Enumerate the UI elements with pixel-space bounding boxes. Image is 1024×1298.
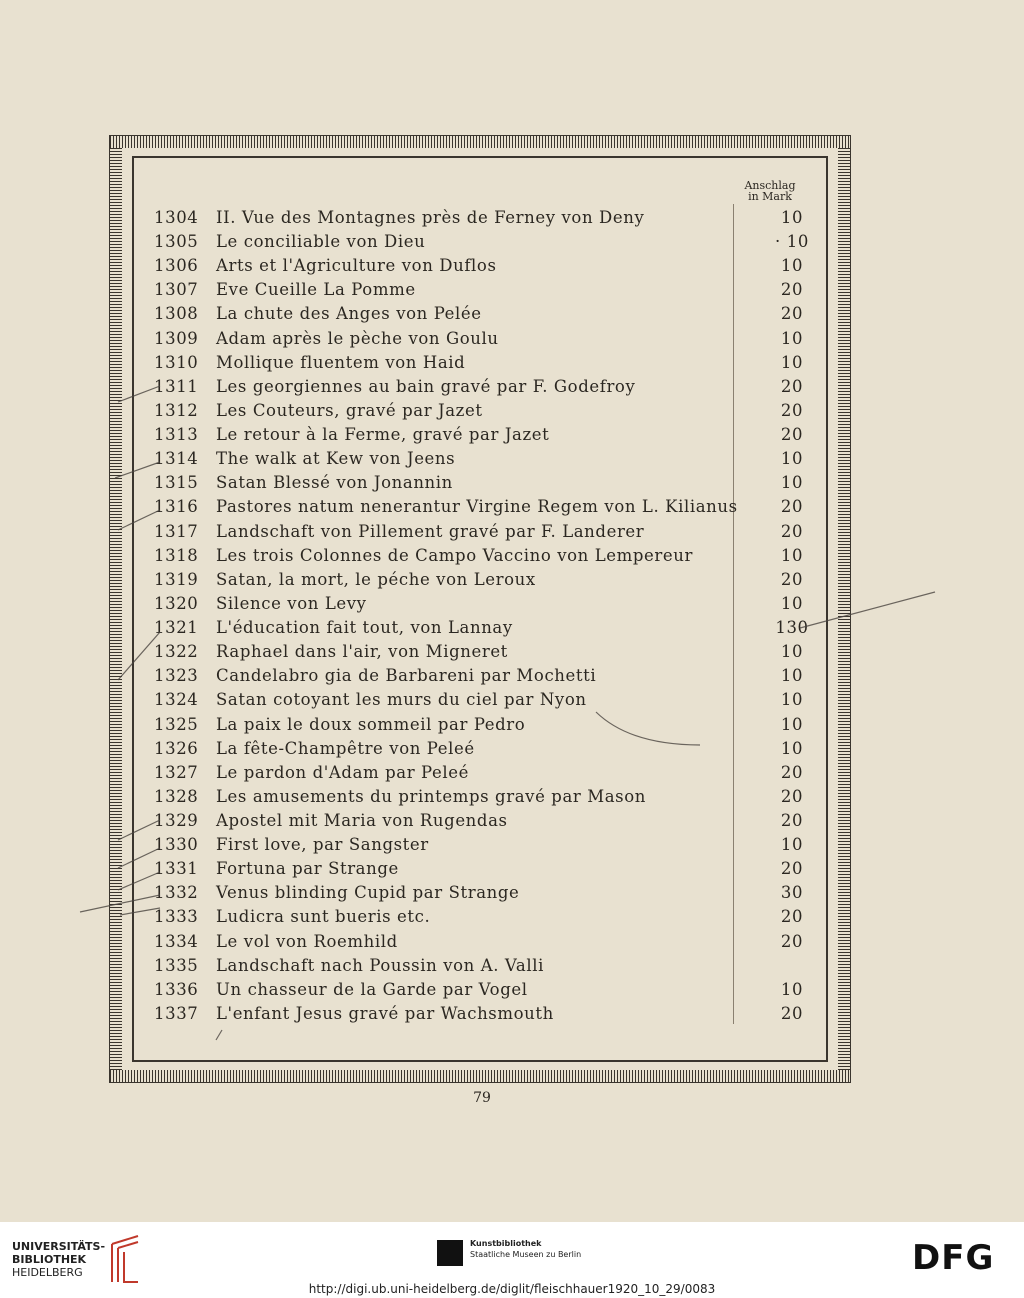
entry-title: Satan Blessé von Jonannin	[216, 473, 453, 493]
entry-price: 20	[780, 304, 804, 324]
entry-num: 1331	[154, 859, 199, 879]
entry-price: 20	[780, 425, 804, 445]
entry-price: 20	[780, 569, 804, 589]
entry-price: 10	[780, 714, 804, 734]
footer-bar	[0, 1222, 1024, 1298]
entry-num: 1333	[154, 907, 199, 927]
entry-price: 10	[780, 256, 804, 276]
entry-price: 130	[775, 618, 809, 638]
entry-title: Les Couteurs, gravé par Jazet	[216, 400, 483, 420]
entry-title: Adam après le pèche von Goulu	[216, 328, 499, 348]
entry-num: 1335	[154, 955, 199, 975]
entry-title: Silence von Levy	[216, 593, 367, 613]
entry-num: 1315	[154, 473, 199, 493]
entry-price: 10	[780, 835, 804, 855]
entry-title: Les georgiennes au bain gravé par F. Godefroy	[216, 376, 636, 396]
entry-title: The walk at Kew von Jeens	[216, 449, 456, 469]
entry-title: L'éducation fait tout, von Lannay	[216, 618, 513, 638]
entry-price: 20	[780, 521, 804, 541]
entry-price: · 10	[775, 232, 809, 252]
source-url[interactable]: http://digi.ub.uni-heidelberg.de/diglit/fleischhauer1920_10_29/0083	[308, 1282, 716, 1296]
entry-price: 10	[780, 545, 804, 565]
entry-num: 1322	[154, 642, 199, 662]
entry-num: 1309	[154, 328, 199, 348]
entry-num: 1323	[154, 666, 199, 686]
entry-title: Le vol von Roemhild	[216, 931, 398, 951]
entry-price: 20	[780, 280, 804, 300]
entry-num: 1305	[154, 232, 199, 252]
entry-num: 1327	[154, 762, 199, 782]
entry-title: Le retour à la Ferme, gravé par Jazet	[216, 425, 550, 445]
entry-title: Arts et l'Agriculture von Duflos	[216, 256, 497, 276]
entry-price: 20	[780, 376, 804, 396]
entry-num: 1328	[154, 786, 199, 806]
entry-title: La paix le doux sommeil par Pedro	[216, 714, 526, 734]
entry-num: 1313	[154, 425, 199, 445]
entry-num: 1336	[154, 979, 199, 999]
entry-title: Les trois Colonnes de Campo Vaccino von Lempereur	[216, 545, 693, 565]
entry-num: 1325	[154, 714, 199, 734]
entry-price: 20	[780, 786, 804, 806]
entry-num: 1308	[154, 304, 199, 324]
entry-price: 10	[780, 979, 804, 999]
page-number: 79	[473, 1090, 491, 1106]
entry-num: 1337	[154, 1003, 199, 1023]
entry-num: 1324	[154, 690, 199, 710]
entry-title: Candelabro gia de Barbareni par Mochetti	[216, 666, 597, 686]
entry-num: 1329	[154, 811, 199, 830]
entry-price: 10	[780, 208, 804, 227]
entry-title: Satan cotoyant les murs du ciel par Nyon	[216, 690, 587, 710]
entry-title: Le pardon d'Adam par Peleé	[216, 762, 469, 782]
entry-num: 1311	[154, 376, 199, 396]
entry-title: La chute des Anges von Pelée	[216, 304, 482, 324]
entry-title: Satan, la mort, le péche von Leroux	[216, 569, 536, 589]
entry-title: L'enfant Jesus gravé par Wachsmouth	[216, 1003, 554, 1023]
entry-num: 1314	[154, 449, 199, 469]
price-column-header: Anschlag in Mark	[744, 179, 796, 203]
entry-price: 20	[780, 931, 804, 951]
entry-num: 1332	[154, 883, 199, 903]
university-logo-icon	[104, 1234, 144, 1284]
entry-num: 1326	[154, 738, 199, 758]
entry-price: 20	[780, 811, 804, 830]
entry-price: 10	[780, 449, 804, 469]
kunstbibliothek-label: Kunstbibliothek Staatliche Museen zu Berlin	[470, 1239, 582, 1259]
dfg-logo: DFG	[912, 1238, 995, 1278]
kunstbibliothek-logo-icon	[437, 1240, 463, 1266]
entry-price: 20	[780, 859, 804, 879]
entry-num: 1320	[154, 593, 199, 613]
entry-price: 10	[780, 352, 804, 372]
entry-price: 20	[780, 907, 804, 927]
entry-num: 1310	[154, 352, 199, 372]
entry-num: 1304	[154, 208, 199, 227]
entry-title: Eve Cueille La Pomme	[216, 280, 416, 300]
entry-price: 20	[780, 400, 804, 420]
entry-num: 1307	[154, 280, 199, 300]
entry-title: Raphael dans l'air, von Migneret	[216, 642, 508, 662]
entry-title: Landschaft nach Poussin von A. Valli	[216, 955, 544, 975]
entry-price: 20	[780, 1003, 804, 1023]
entry-price: 10	[780, 473, 804, 493]
university-library-logo-text: UNIVERSITÄTS- BIBLIOTHEK HEIDELBERG	[12, 1240, 106, 1279]
entry-title: Fortuna par Strange	[216, 859, 399, 879]
entry-price: 10	[780, 328, 804, 348]
entry-price: 10	[780, 593, 804, 613]
entry-price: 20	[780, 762, 804, 782]
entry-title: Pastores natum nenerantur Virgine Regem von L. Kilianus	[216, 497, 738, 517]
entry-num: 1330	[154, 835, 199, 855]
entry-price: 10	[780, 642, 804, 662]
entry-title: Le conciliable von Dieu	[216, 232, 426, 252]
entry-title: Un chasseur de la Garde par Vogel	[216, 979, 528, 999]
entry-num: 1312	[154, 400, 199, 420]
entry-num: 1319	[154, 569, 199, 589]
entry-num: 1306	[154, 256, 199, 276]
entry-num: 1321	[154, 618, 199, 638]
entry-title: La fête-Champêtre von Peleé	[216, 738, 475, 758]
entry-price: 30	[780, 883, 804, 903]
entry-title: Apostel mit Maria von Rugendas	[216, 811, 508, 830]
entry-title: Mollique fluentem von Haid	[216, 352, 466, 372]
entry-price: 20	[780, 497, 804, 517]
entry-price: 10	[780, 690, 804, 710]
entry-title: II. Vue des Montagnes près de Ferney von Deny	[216, 208, 645, 227]
entry-title: Landschaft von Pillement gravé par F. Landerer	[216, 521, 645, 541]
entry-title: Venus blinding Cupid par Strange	[216, 883, 520, 903]
entry-price: 10	[780, 666, 804, 686]
entry-num: 1318	[154, 545, 199, 565]
entry-num: 1334	[154, 931, 199, 951]
entry-title: First love, par Sangster	[216, 835, 429, 855]
entry-title: Les amusements du printemps gravé par Mason	[216, 786, 646, 806]
entry-num: 1317	[154, 521, 199, 541]
entry-num: 1316	[154, 497, 199, 517]
entry-price: 10	[780, 738, 804, 758]
entry-title: Ludicra sunt bueris etc.	[216, 907, 431, 927]
